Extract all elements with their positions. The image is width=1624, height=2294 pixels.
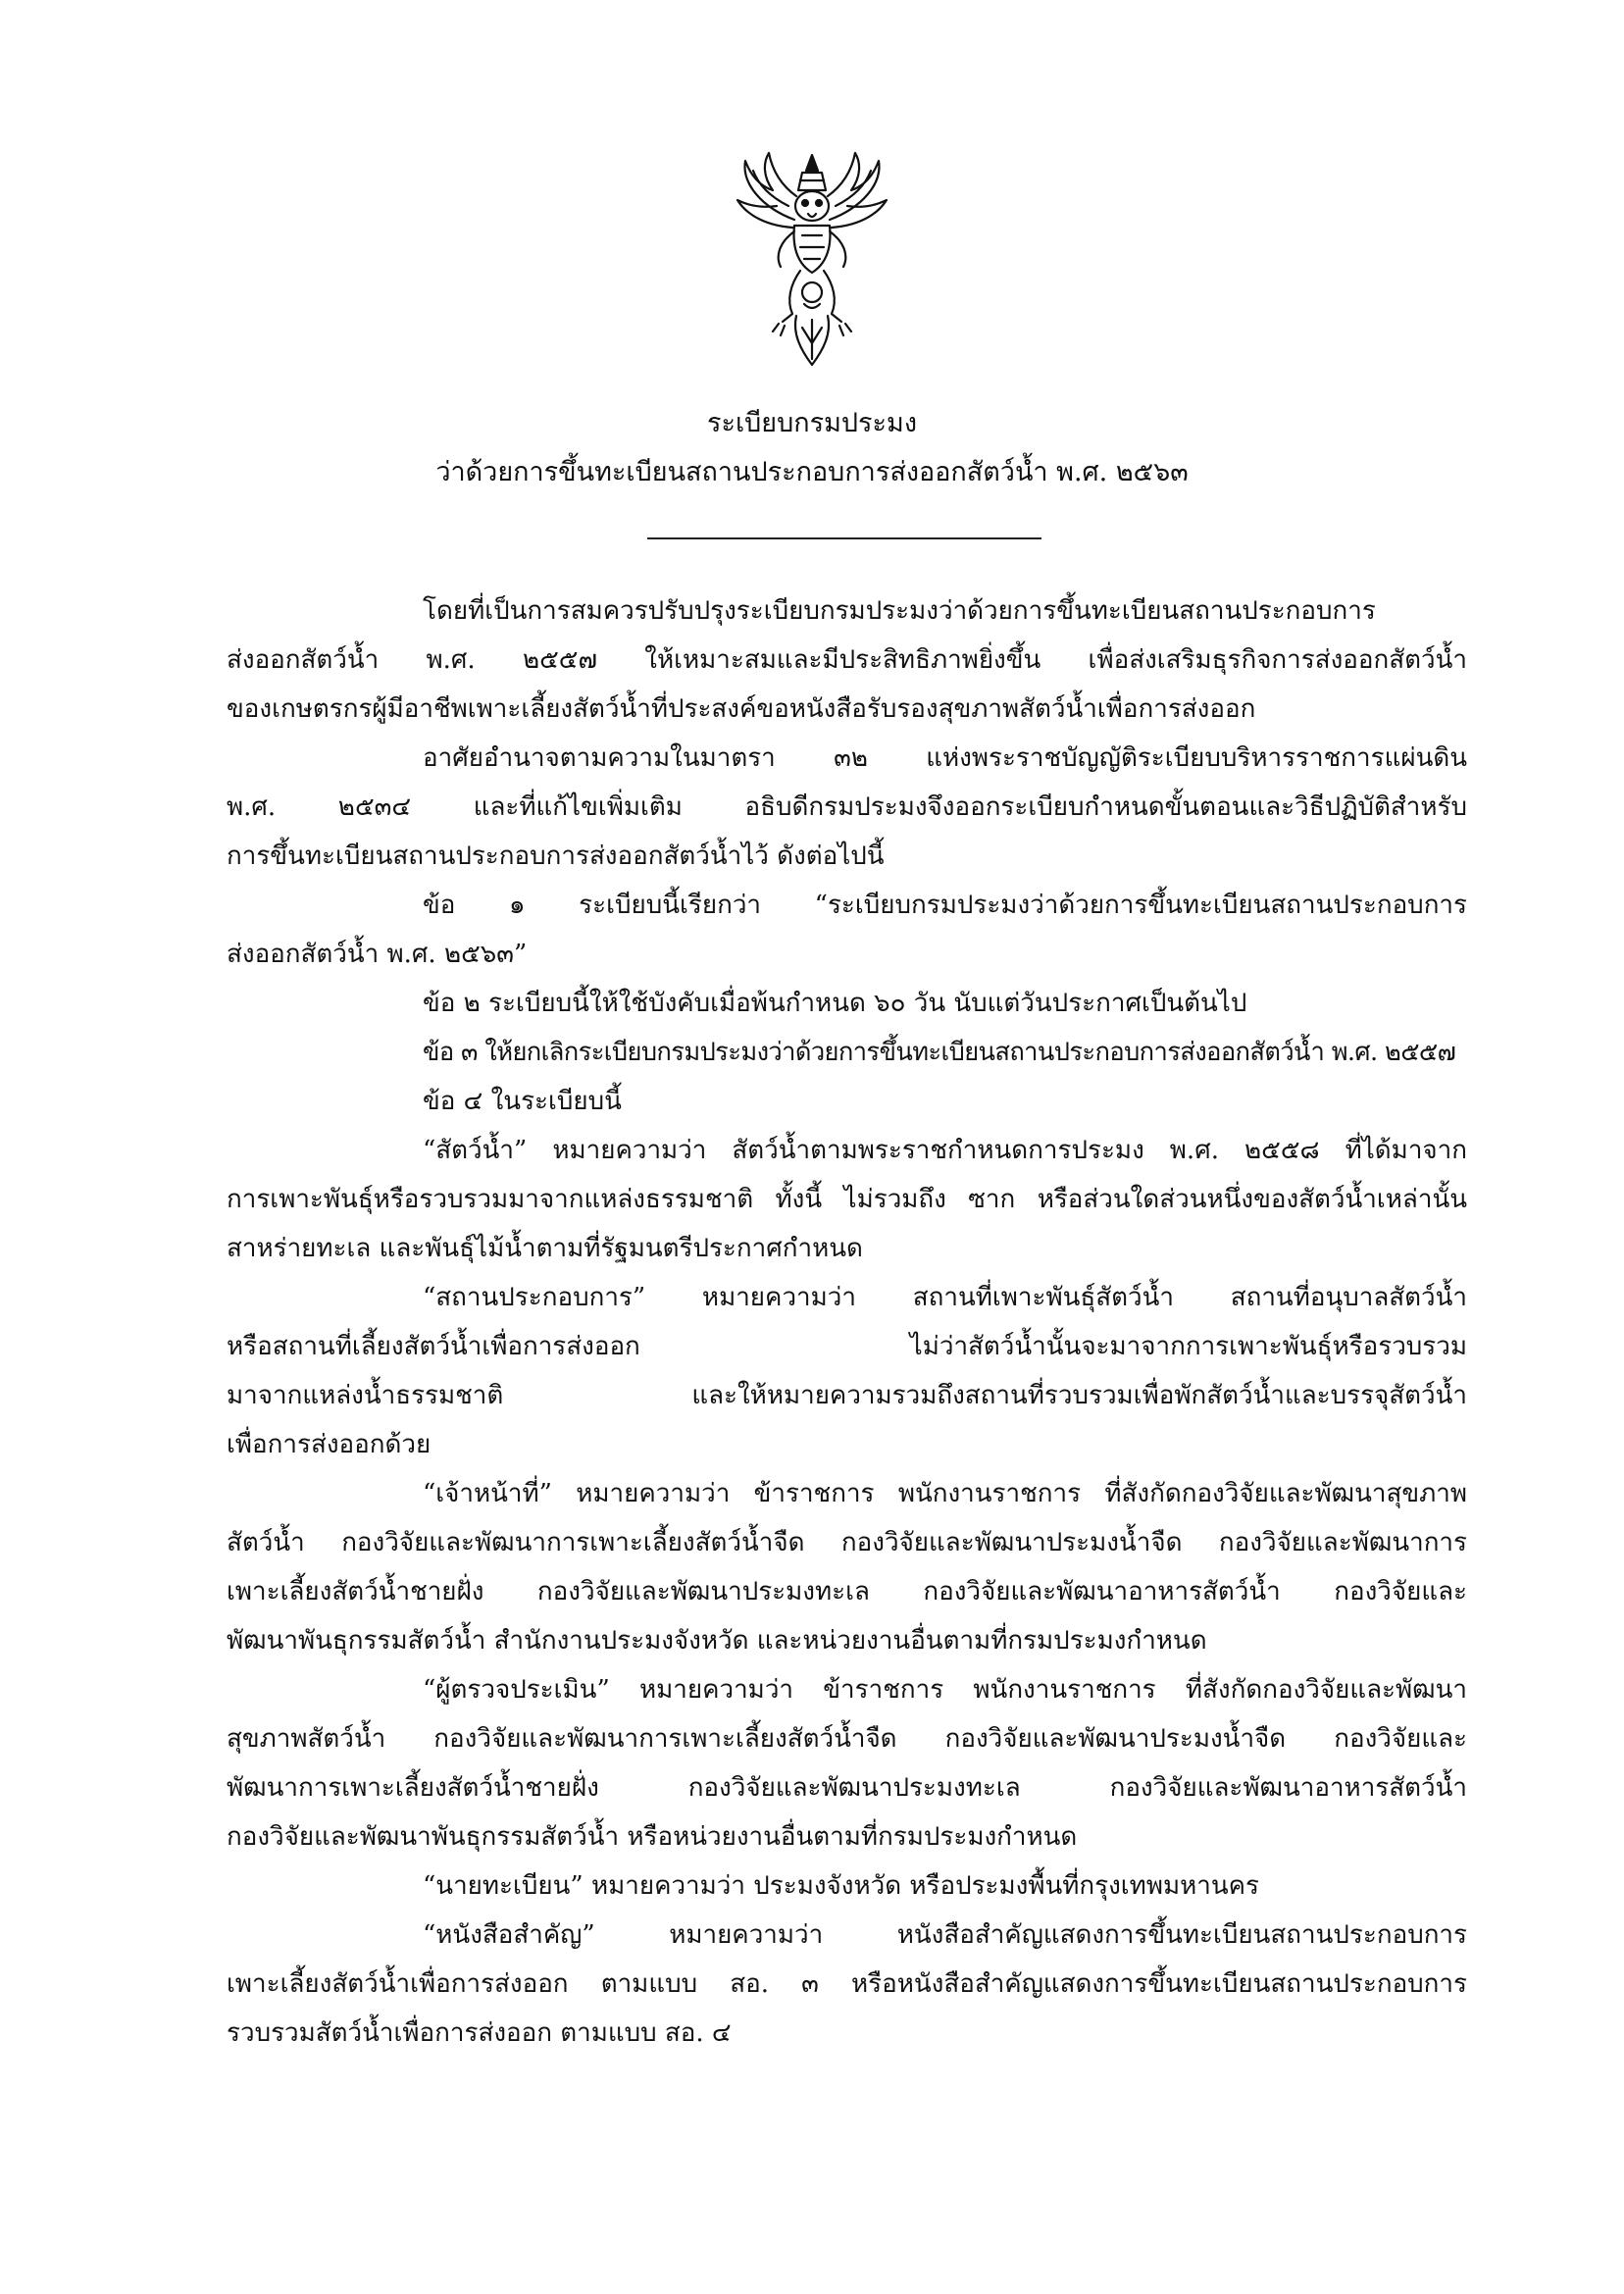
text-line: ข้อ ๔ ในระเบียบนี้ bbox=[423, 1087, 622, 1116]
definition-assessor bbox=[227, 1665, 1467, 1861]
text-line: ข้อ ๑ ระเบียบนี้เรียกว่า “ระเบียบกรมประมงว่าด้วยการขึ้นทะเบียนสถานประกอบการ bbox=[423, 891, 1467, 920]
text-line: หรือสถานที่เลี้ยงสัตว์น้ำเพื่อการส่งออก ไม่ว่าสัตว์น้ำนั้นจะมาจากการเพาะพันธุ์หรือรวบรวม bbox=[227, 1332, 1467, 1361]
title-divider bbox=[647, 537, 1041, 539]
definition-officer bbox=[227, 1469, 1467, 1665]
text-line: เพื่อการส่งออกด้วย bbox=[227, 1430, 431, 1459]
text-line: การขึ้นทะเบียนสถานประกอบการส่งออกสัตว์น้ำไว้ ดังต่อไปนี้ bbox=[227, 841, 885, 871]
garuda-emblem-icon bbox=[724, 147, 900, 373]
text-line: ข้อ ๒ ระเบียบนี้ให้ใช้บังคับเมื่อพ้นกำหนด ๖๐ วัน นับแต่วันประกาศเป็นต้นไป bbox=[423, 989, 1247, 1018]
text-line: กองวิจัยและพัฒนาพันธุกรรมสัตว์น้ำ หรือหน่วยงานอื่นตามที่กรมประมงกำหนด bbox=[227, 1822, 1078, 1852]
text-line: พ.ศ. ๒๕๓๔ และที่แก้ไขเพิ่มเติม อธิบดีกรมประมงจึงออกระเบียบกำหนดขั้นตอนและวิธีปฏิบัติสำหรับ bbox=[227, 792, 1467, 822]
paragraph-clause-4 bbox=[227, 1077, 1467, 1126]
text-line: อาศัยอำนาจตามความในมาตรา ๓๒ แห่งพระราชบัญญัติระเบียบบริหารราชการแผ่นดิน bbox=[423, 743, 1467, 773]
definition-registrar bbox=[227, 1861, 1467, 1911]
text-line: ส่งออกสัตว์น้ำ พ.ศ. ๒๕๖๓” bbox=[227, 940, 528, 969]
text-line: มาจากแหล่งน้ำธรรมชาติ และให้หมายความรวมถึงสถานที่รวบรวมเพื่อพักสัตว์น้ำและบรรจุสัตว์น้ำ bbox=[227, 1381, 1467, 1410]
text-line: สัตว์น้ำ กองวิจัยและพัฒนาการเพาะเลี้ยงสัตว์น้ำจืด กองวิจัยและพัฒนาประมงน้ำจืด กองวิจัยและพัฒนาการ bbox=[227, 1528, 1467, 1557]
definition-certificate bbox=[227, 1911, 1467, 2058]
text-line: “นายทะเบียน” หมายความว่า ประมงจังหวัด หรือประมงพื้นที่กรุงเทพมหานคร bbox=[423, 1871, 1259, 1901]
text-line: เพาะเลี้ยงสัตว์น้ำชายฝั่ง กองวิจัยและพัฒนาประมงทะเล กองวิจัยและพัฒนาอาหารสัตว์น้ำ กองวิจัยและ bbox=[227, 1577, 1467, 1606]
text-line: เพาะเลี้ยงสัตว์น้ำเพื่อการส่งออก ตามแบบ สอ. ๓ หรือหนังสือสำคัญแสดงการขึ้นทะเบียนสถานประกอบการ bbox=[227, 1969, 1467, 1999]
text-line: สุขภาพสัตว์น้ำ กองวิจัยและพัฒนาการเพาะเลี้ยงสัตว์น้ำจืด กองวิจัยและพัฒนาประมงน้ำจืด กองวิจัยและ bbox=[227, 1724, 1467, 1754]
text-line: สาหร่ายทะเล และพันธุ์ไม้น้ำตามที่รัฐมนตรีประกาศกำหนด bbox=[227, 1234, 863, 1263]
text-line: การเพาะพันธุ์หรือรวบรวมมาจากแหล่งธรรมชาติ ทั้งนี้ ไม่รวมถึง ซาก หรือส่วนใดส่วนหนึ่งของสัตว์น้ำเหล่านั้น bbox=[227, 1185, 1467, 1214]
text-line: “สัตว์น้ำ” หมายความว่า สัตว์น้ำตามพระราชกำหนดการประมง พ.ศ. ๒๕๕๘ ที่ได้มาจาก bbox=[423, 1136, 1467, 1165]
text-line: ส่งออกสัตว์น้ำ พ.ศ. ๒๕๕๗ ให้เหมาะสมและมีประสิทธิภาพยิ่งขึ้น เพื่อส่งเสริมธุรกิจการส่งออกสัตว์น้ำ bbox=[227, 645, 1467, 675]
text-line: “หนังสือสำคัญ” หมายความว่า หนังสือสำคัญแสดงการขึ้นทะเบียนสถานประกอบการ bbox=[423, 1920, 1467, 1950]
text-line: รวบรวมสัตว์น้ำเพื่อการส่งออก ตามแบบ สอ. ๔ bbox=[227, 2018, 732, 2048]
paragraph-clause-3 bbox=[227, 1028, 1467, 1077]
paragraph-clause-2 bbox=[227, 979, 1467, 1028]
text-line: “สถานประกอบการ” หมายความว่า สถานที่เพาะพันธุ์สัตว์น้ำ สถานที่อนุบาลสัตว์น้ำ bbox=[423, 1283, 1467, 1312]
document-subtitle: ว่าด้วยการขึ้นทะเบียนสถานประกอบการส่งออกสัตว์น้ำ พ.ศ. ๒๕๖๓ bbox=[435, 457, 1189, 487]
text-line: ข้อ ๓ ให้ยกเลิกระเบียบกรมประมงว่าด้วยการขึ้นทะเบียนสถานประกอบการส่งออกสัตว์น้ำ พ.ศ. ๒๕๕๗ bbox=[423, 1038, 1456, 1067]
document-title: ระเบียบกรมประมง bbox=[706, 408, 918, 438]
paragraph-preamble bbox=[227, 586, 1467, 734]
document-body bbox=[227, 586, 1467, 2058]
definition-establishment bbox=[227, 1273, 1467, 1469]
text-line: ของเกษตรกรผู้มีอาชีพเพาะเลี้ยงสัตว์น้ำที่ประสงค์ขอหนังสือรับรองสุขภาพสัตว์น้ำเพื่อการส่งออก bbox=[227, 694, 1256, 724]
definition-aquatic-animal bbox=[227, 1126, 1467, 1273]
text-line: พัฒนาการเพาะเลี้ยงสัตว์น้ำชายฝั่ง กองวิจัยและพัฒนาประมงทะเล กองวิจัยและพัฒนาอาหารสัตว์น้ำ bbox=[227, 1773, 1467, 1803]
text-line: “ผู้ตรวจประเมิน” หมายความว่า ข้าราชการ พนักงานราชการ ที่สังกัดกองวิจัยและพัฒนา bbox=[423, 1675, 1467, 1705]
paragraph-authority bbox=[227, 734, 1467, 881]
text-line: โดยที่เป็นการสมควรปรับปรุงระเบียบกรมประมงว่าด้วยการขึ้นทะเบียนสถานประกอบการ bbox=[423, 596, 1376, 626]
text-line: พัฒนาพันธุกรรมสัตว์น้ำ สำนักงานประมงจังหวัด และหน่วยงานอื่นตามที่กรมประมงกำหนด bbox=[227, 1626, 1207, 1656]
text-line: “เจ้าหน้าที่” หมายความว่า ข้าราชการ พนักงานราชการ ที่สังกัดกองวิจัยและพัฒนาสุขภาพ bbox=[423, 1479, 1467, 1508]
paragraph-clause-1 bbox=[227, 881, 1467, 979]
